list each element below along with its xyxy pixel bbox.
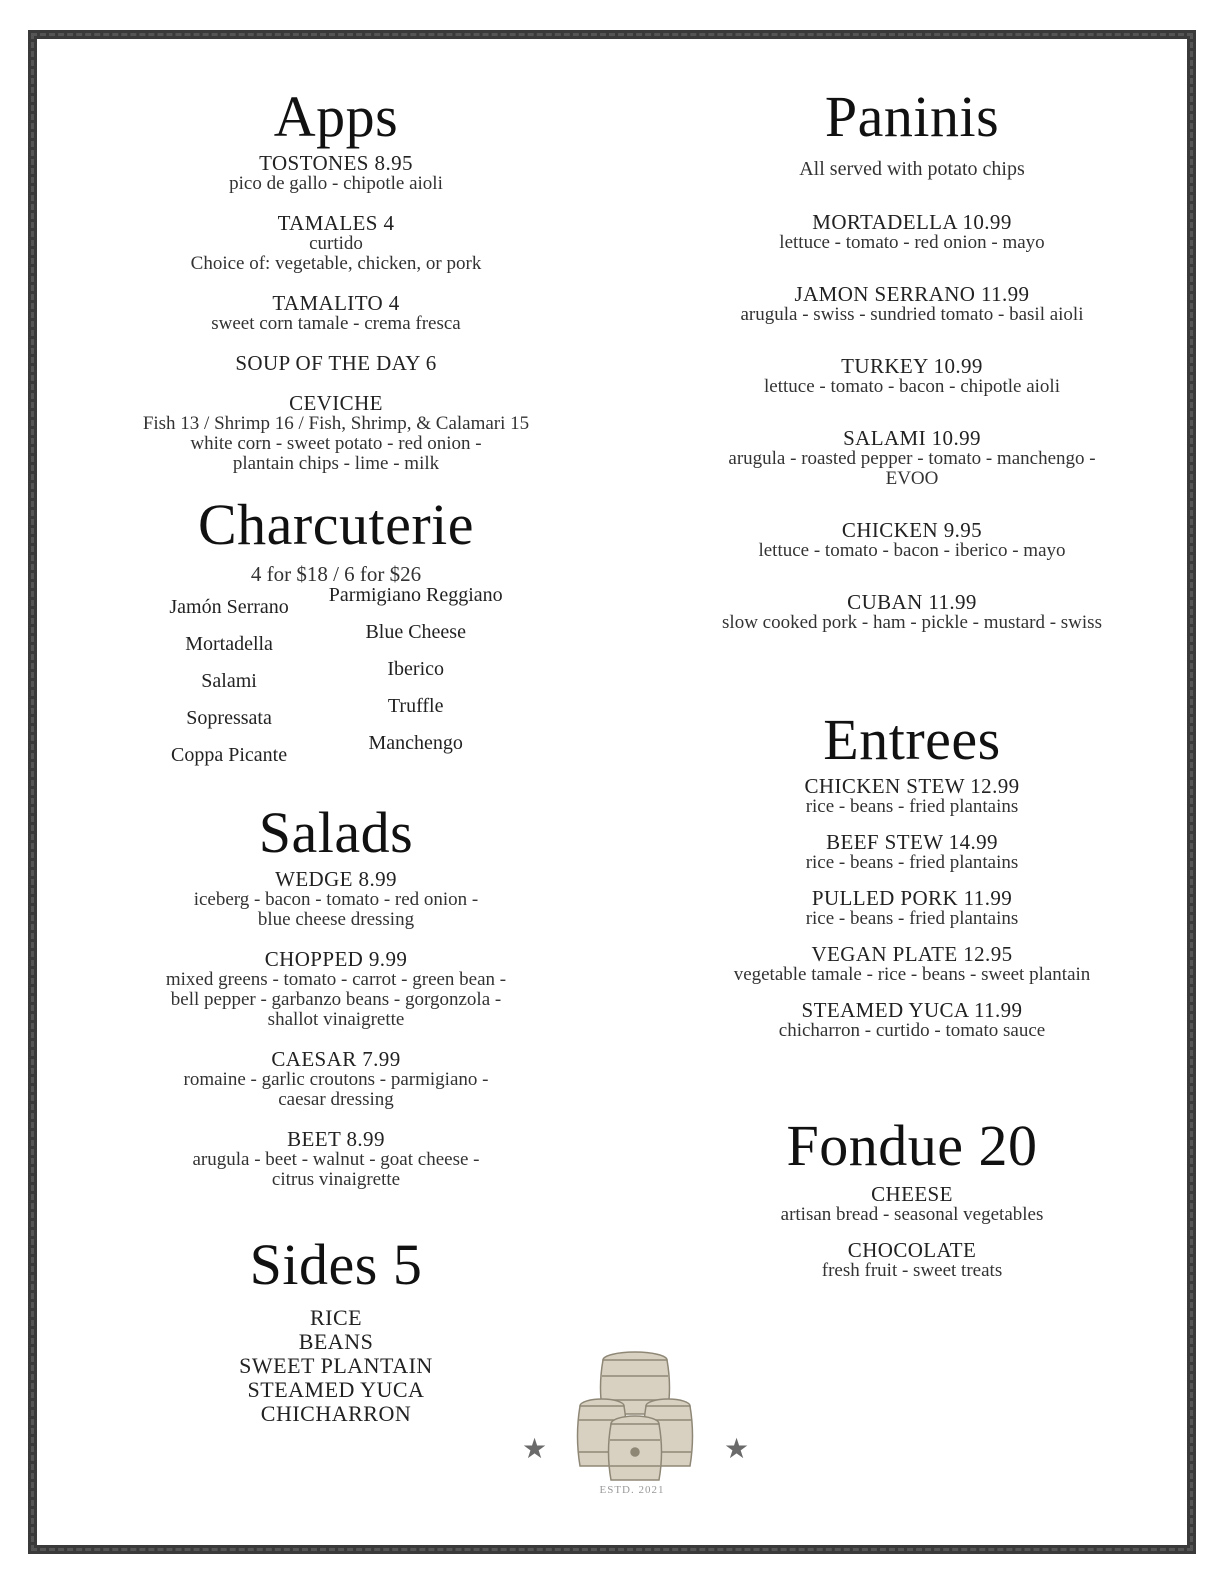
- apps-heading: Apps: [273, 84, 399, 149]
- menu-item: [40, 352, 632, 374]
- menu-item: [40, 948, 632, 1030]
- menu-item: [40, 392, 632, 474]
- menu-item: [640, 211, 1184, 253]
- menu-item-description: arugula - roasted pepper - tomato - manchengo -: [728, 448, 1096, 469]
- menu-item-description: rice - beans - fried plantains: [805, 852, 1019, 873]
- menu-item: [640, 999, 1184, 1041]
- menu-item-name: CHOCOLATE: [847, 1238, 977, 1262]
- salads-list: [40, 868, 632, 1190]
- menu-item: [640, 427, 1184, 489]
- charcuterie-heading: Charcuterie: [197, 492, 474, 557]
- side-item: RICE: [309, 1305, 363, 1330]
- menu-item-description: romaine - garlic croutons - parmigiano -: [183, 1069, 489, 1090]
- fondue-heading: Fondue 20: [786, 1113, 1038, 1178]
- menu-item: [40, 212, 632, 274]
- menu-item-description: curtido: [309, 233, 363, 254]
- menu-item-description: shallot vinaigrette: [267, 1009, 405, 1030]
- menu-item-name: STEAMED YUCA 11.99: [801, 998, 1023, 1022]
- menu-item-description: vegetable tamale - rice - beans - sweet plantain: [733, 964, 1091, 985]
- menu-item: [40, 1048, 632, 1110]
- menu-item: [640, 355, 1184, 397]
- menu-item-name: SALAMI 10.99: [843, 426, 981, 450]
- menu-item-name: WEDGE 8.99: [275, 867, 397, 891]
- menu-item-name: VEGAN PLATE 12.95: [811, 942, 1013, 966]
- menu-item: [40, 292, 632, 334]
- charcuterie-option: Truffle: [387, 695, 444, 717]
- menu-item-name: PULLED PORK 11.99: [811, 886, 1013, 910]
- menu-item-description: arugula - beet - walnut - goat cheese -: [192, 1149, 480, 1170]
- fondue-section: [640, 1113, 1184, 1281]
- menu-item: [640, 283, 1184, 325]
- menu-item-name: TAMALITO 4: [272, 291, 400, 315]
- apps-section: [40, 84, 632, 474]
- left-column: [40, 84, 632, 1426]
- charcuterie-option: Jamón Serrano: [169, 596, 289, 618]
- menu-item-description: white corn - sweet potato - red onion -: [190, 433, 482, 454]
- charcuterie-cheeses: [329, 577, 503, 774]
- menu-item-description: Fish 13 / Shrimp 16 / Fish, Shrimp, & Calamari 15: [142, 413, 530, 434]
- menu-item-name: CHOPPED 9.99: [264, 947, 408, 971]
- menu-item-description: plantain chips - lime - milk: [232, 453, 440, 474]
- menu-item-description: lettuce - tomato - red onion - mayo: [779, 232, 1045, 253]
- fondue-list: [640, 1183, 1184, 1281]
- menu-item-description: pico de gallo - chipotle aioli: [229, 173, 443, 194]
- menu-item-name: CHICKEN STEW 12.99: [804, 774, 1020, 798]
- charcuterie-option: Iberico: [387, 658, 445, 680]
- menu-item-name: JAMON SERRANO 11.99: [794, 282, 1030, 306]
- entrees-heading: Entrees: [823, 707, 1001, 772]
- side-item: BEANS: [298, 1329, 374, 1354]
- menu-item-description: citrus vinaigrette: [271, 1169, 401, 1190]
- menu-item-description: blue cheese dressing: [257, 909, 415, 930]
- charcuterie-option: Sopressata: [186, 707, 272, 729]
- menu-item-description: slow cooked pork - ham - pickle - mustard - swiss: [722, 612, 1102, 633]
- menu-item-name: TOSTONES 8.95: [259, 151, 413, 175]
- menu-item-name: BEET 8.99: [287, 1127, 385, 1151]
- menu-item-name: CHEESE: [871, 1182, 953, 1206]
- menu-item-description: lettuce - tomato - bacon - chipotle aioli: [764, 376, 1060, 397]
- menu-item-description: rice - beans - fried plantains: [805, 908, 1019, 929]
- side-item: CHICHARRON: [260, 1401, 412, 1426]
- menu-item-description: bell pepper - garbanzo beans - gorgonzola -: [170, 989, 502, 1010]
- menu-item-name: SOUP OF THE DAY 6: [235, 351, 437, 375]
- menu-item-description: iceberg - bacon - tomato - red onion -: [193, 889, 479, 910]
- menu-item: [40, 868, 632, 930]
- apps-list: [40, 152, 632, 474]
- side-item: STEAMED YUCA: [247, 1377, 425, 1402]
- menu-item-description: Choice of: vegetable, chicken, or pork: [190, 253, 482, 274]
- right-column: [640, 84, 1184, 1281]
- menu-item-description: rice - beans - fried plantains: [805, 796, 1019, 817]
- menu-item: [40, 1128, 632, 1190]
- entrees-section: [640, 707, 1184, 1041]
- charcuterie-options: [40, 584, 632, 774]
- menu-item-name: BEEF STEW 14.99: [826, 830, 998, 854]
- salads-heading: Salads: [258, 800, 414, 865]
- charcuterie-option: Parmigiano Reggiano: [328, 584, 503, 606]
- charcuterie-section: [40, 492, 632, 774]
- charcuterie-pricing: 4 for $18 / 6 for $26: [250, 562, 422, 586]
- menu-item: [640, 887, 1184, 929]
- menu-item-name: MORTADELLA 10.99: [812, 210, 1012, 234]
- menu-item: [640, 831, 1184, 873]
- charcuterie-option: Coppa Picante: [171, 744, 288, 766]
- menu-item: [640, 1239, 1184, 1281]
- menu-item: [640, 519, 1184, 561]
- menu-item-name: CAESAR 7.99: [271, 1047, 401, 1071]
- charcuterie-option: Salami: [201, 670, 257, 692]
- menu-item-description: mixed greens - tomato - carrot - green bean -: [165, 969, 507, 990]
- menu-item: [640, 591, 1184, 633]
- paninis-subtitle: All served with potato chips: [799, 158, 1025, 180]
- charcuterie-meats: [169, 589, 288, 774]
- charcuterie-option: Blue Cheese: [365, 621, 466, 643]
- star-icon: ★: [724, 1432, 750, 1465]
- star-icon: ★: [522, 1432, 548, 1465]
- paninis-section: [640, 84, 1184, 633]
- menu-item-description: EVOO: [885, 468, 939, 489]
- paninis-list: [640, 211, 1184, 633]
- menu-item-name: CUBAN 11.99: [847, 590, 977, 614]
- menu-item: [40, 152, 632, 194]
- menu-item-name: TURKEY 10.99: [841, 354, 983, 378]
- menu-item-name: CEVICHE: [289, 391, 383, 415]
- menu-item-description: arugula - swiss - sundried tomato - basil aioli: [740, 304, 1084, 325]
- menu-item-description: artisan bread - seasonal vegetables: [780, 1204, 1044, 1225]
- entrees-list: [640, 775, 1184, 1041]
- menu-item-name: TAMALES 4: [277, 211, 395, 235]
- sides-heading: Sides 5: [249, 1232, 423, 1297]
- paninis-heading: Paninis: [824, 84, 1000, 149]
- established-date: ESTD. 2021: [599, 1484, 665, 1496]
- charcuterie-option: Mortadella: [185, 633, 273, 655]
- menu-item-name: CHICKEN 9.95: [841, 518, 983, 542]
- menu-item-description: chicharron - curtido - tomato sauce: [778, 1020, 1046, 1041]
- menu-item: [640, 1183, 1184, 1225]
- menu-item: [640, 775, 1184, 817]
- menu-item-description: fresh fruit - sweet treats: [821, 1260, 1003, 1281]
- salads-section: [40, 800, 632, 1190]
- menu-item-description: sweet corn tamale - crema fresca: [211, 313, 461, 334]
- charcuterie-option: Manchengo: [368, 732, 463, 754]
- menu-item: [640, 943, 1184, 985]
- menu-item-description: lettuce - tomato - bacon - iberico - mayo: [758, 540, 1066, 561]
- side-item: SWEET PLANTAIN: [239, 1353, 433, 1378]
- menu-item-description: caesar dressing: [278, 1089, 394, 1110]
